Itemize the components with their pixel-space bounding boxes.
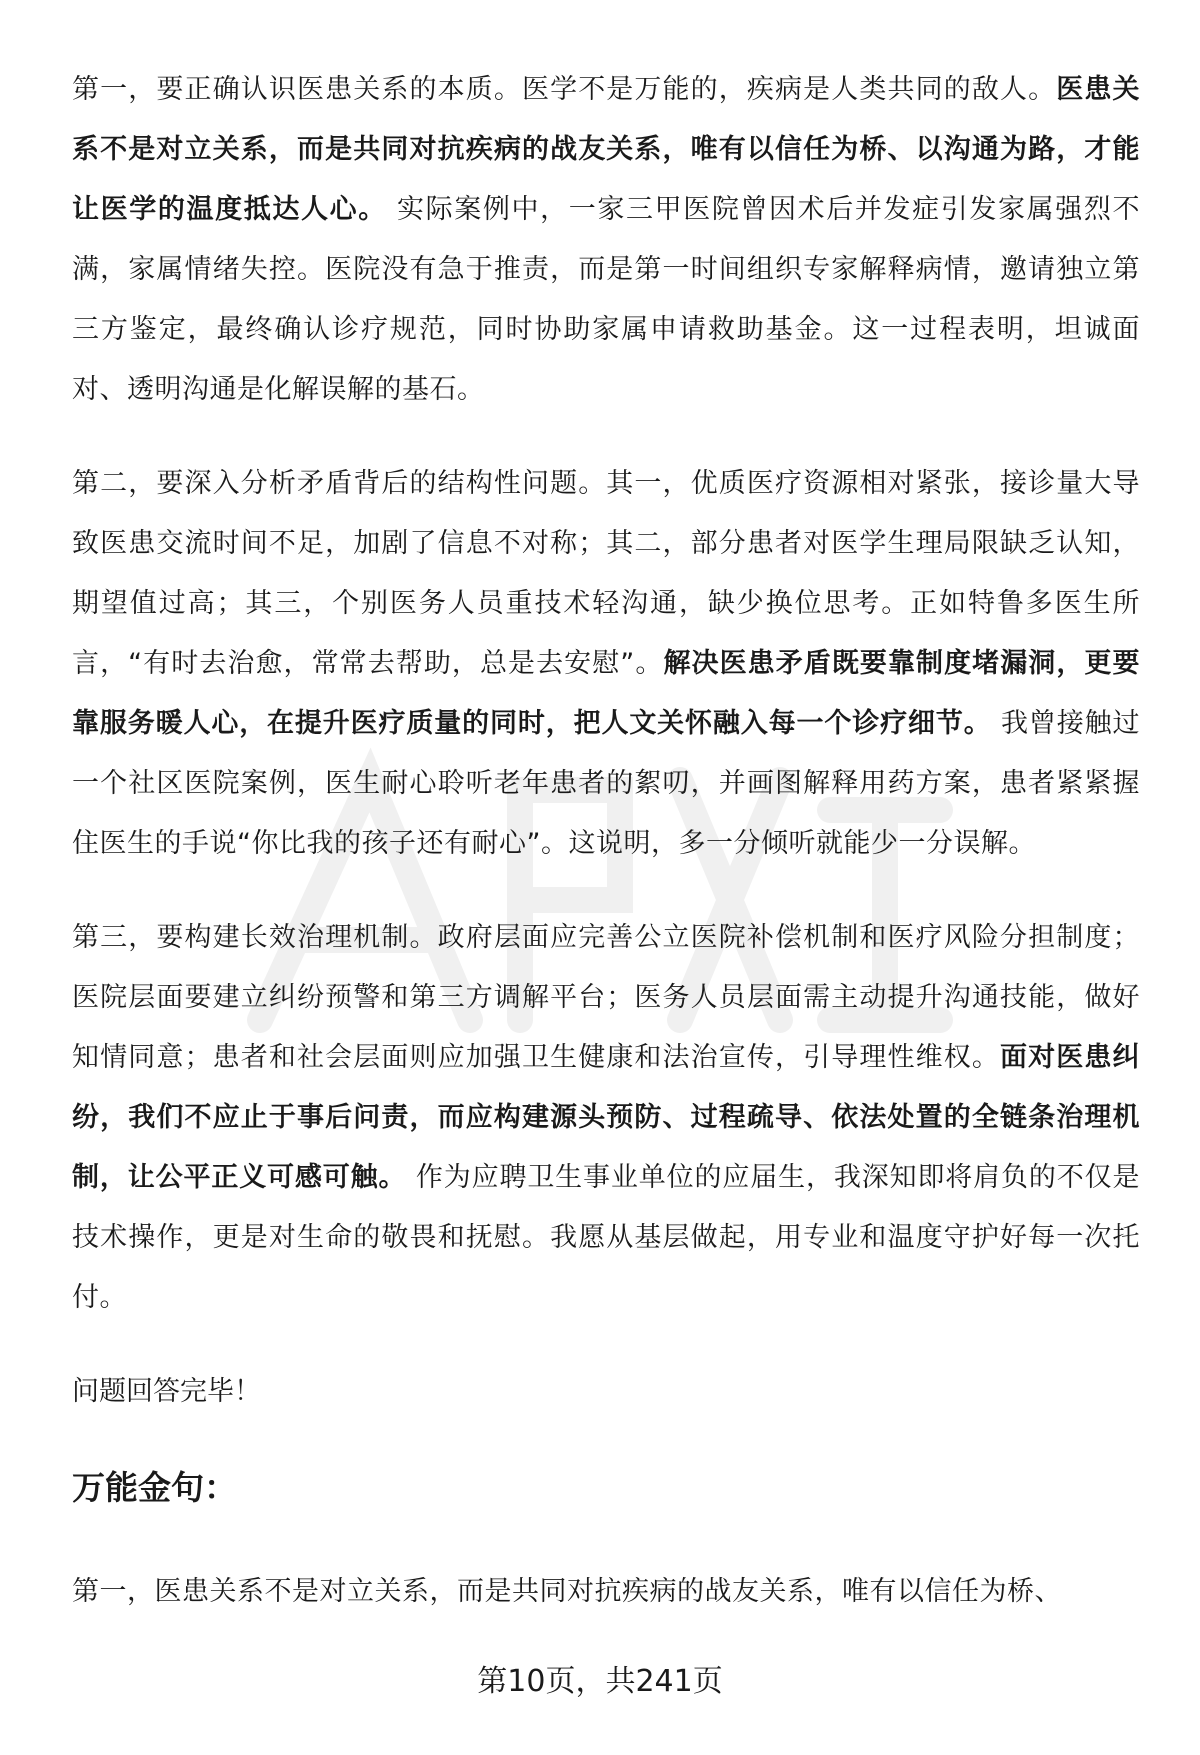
document-body	[72, 60, 1140, 1622]
paragraph-1	[72, 60, 1140, 420]
paragraph-3-text: 第三，要构建长效治理机制。政府层面应完善公立医院补偿机制和医疗风险分担制度；医院层面要建立纠纷预警和第三方调解平台；医务人员层面需主动提升沟通技能，做好知情同意；患者和社会层面则应加强卫生健康和法治宣传，引导理性维权。	[72, 922, 1140, 1073]
paragraph-2-rest: 我曾接触过一个社区医院案例，医生耐心聆听老年患者的絮叨，并画图解释用药方案，患者紧紧握住医生的手说“你比我的孩子还有耐心”。这说明，多一分倾听就能少一分误解。	[72, 708, 1140, 859]
paragraph-3-rest: 作为应聘卫生事业单位的应届生，我深知即将肩负的不仅是技术操作，更是对生命的敬畏和抚慰。我愿从基层做起，用专业和温度守护好每一次托付。	[72, 1162, 1141, 1313]
paragraph-2-bold: 解决医患矛盾既要靠制度堵漏洞，更要靠服务暖人心，在提升医疗质量的同时，把人文关怀融入每一个诊疗细节。	[72, 648, 1140, 739]
quote-first-line: 第一，医患关系不是对立关系，而是共同对抗疾病的战友关系，唯有以信任为桥、	[72, 1576, 1062, 1607]
paragraph-1-rest: 实际案例中，一家三甲医院曾因术后并发症引发家属强烈不满，家属情绪失控。医院没有急于推责，而是第一时间组织专家解释病情，邀请独立第三方鉴定，最终确认诊疗规范，同时协助家属申请救助基金。这一过程表明，坦诚面对、透明沟通是化解误解的基石。	[72, 194, 1140, 405]
paragraph-3-bold: 面对医患纠纷，我们不应止于事后问责，而应构建源头预防、过程疏导、依法处置的全链条治理机制，让公平正义可感可触。	[72, 1042, 1141, 1193]
paragraph-2-text: 第二，要深入分析矛盾背后的结构性问题。其一，优质医疗资源相对紧张，接诊量大导致医患交流时间不足，加剧了信息不对称；其二，部分患者对医学生理局限缺乏认知，期望值过高；其三，个别医务人员重技术轻沟通，缺少换位思考。正如特鲁多医生所言，“有时去治愈，常常去帮助，总是去安慰”。	[72, 468, 1140, 679]
paragraph-3	[72, 908, 1140, 1328]
paragraph-2	[72, 454, 1140, 874]
section-heading: 万能金句：	[72, 1468, 237, 1507]
closing-line: 问题回答完毕！	[72, 1376, 261, 1407]
page-number: 第10页，共241页	[477, 1664, 723, 1699]
paragraph-1-bold: 医患关系不是对立关系，而是共同对抗疾病的战友关系，唯有以信任为桥、以沟通为路，才能让医学的温度抵达人心。	[72, 74, 1141, 225]
paragraph-1-text: 第一，要正确认识医患关系的本质。医学不是万能的，疾病是人类共同的敌人。	[72, 74, 1057, 105]
